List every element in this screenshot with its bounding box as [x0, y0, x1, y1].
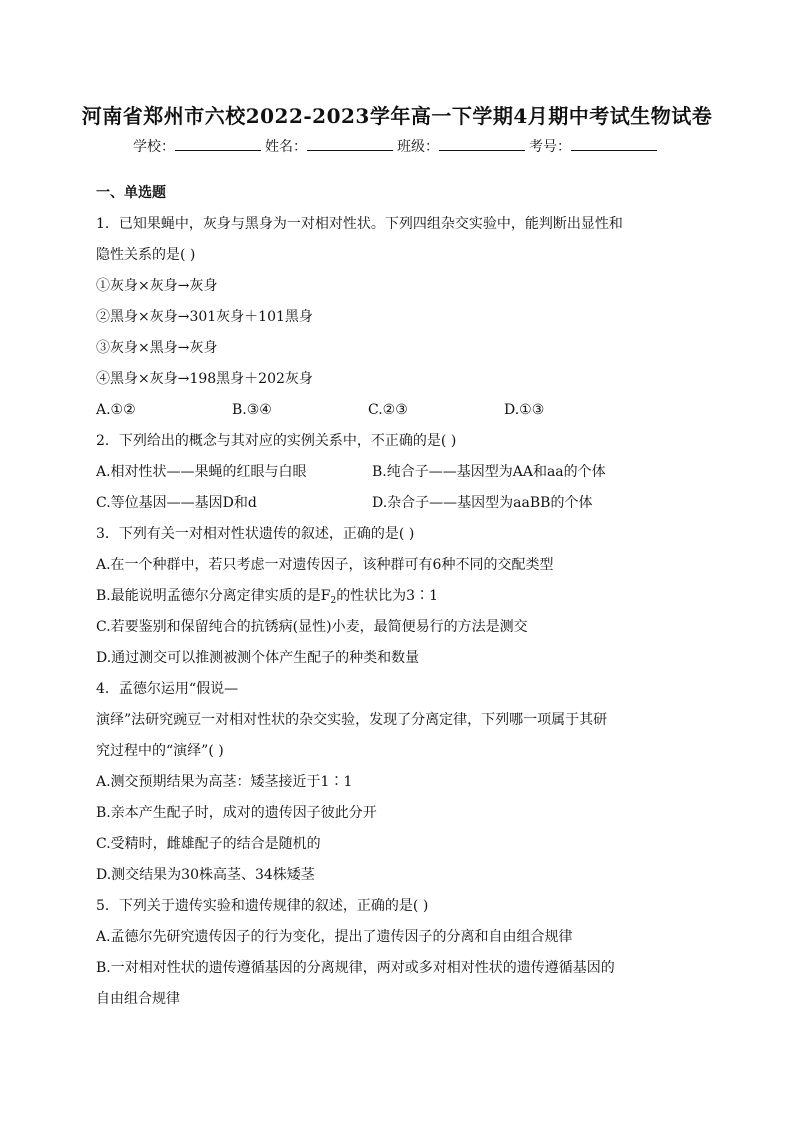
q2-option-c: C.等位基因——基因D和d — [96, 495, 257, 511]
q2-option-d: D.杂合子——基因型为aaBB的个体 — [372, 495, 593, 511]
q1-item-3: ③灰身×黑身→灰身 — [96, 340, 218, 356]
q2-options-row-1 — [96, 457, 702, 488]
q4-stem-line-1: 4．孟德尔运用“假说— — [96, 681, 239, 697]
q1-item-2: ②黑身×灰身→301灰身＋101黑身 — [96, 309, 313, 325]
q3-option-b — [96, 581, 702, 612]
q2-options-row-2 — [96, 488, 702, 519]
section-heading: 一、单选题 — [96, 185, 166, 201]
q5-option-a: A.孟德尔先研究遗传因子的行为变化，提出了遗传因子的分离和自由组合规律 — [96, 929, 573, 945]
q1-option-d: D.①③ — [504, 402, 545, 418]
q1-options — [96, 395, 702, 426]
number-blank — [571, 136, 657, 151]
q1-option-a: A.①② — [96, 402, 136, 418]
q1-stem-line-1: 1．已知果蝇中，灰身与黑身为一对相对性状。下列四组杂交实验中，能判断出显性和 — [96, 216, 623, 232]
exam-content — [96, 178, 702, 1015]
q4-option-d: D.测交结果为30株高茎、34株矮茎 — [96, 867, 315, 883]
q3-option-a: A.在一个种群中，若只考虑一对遗传因子，该种群可有6种不同的交配类型 — [96, 557, 554, 573]
q3-option-c: C.若要鉴别和保留纯合的抗锈病(显性)小麦，最简便易行的方法是测交 — [96, 619, 528, 635]
q2-option-b: B.纯合子——基因型为AA和aa的个体 — [372, 464, 606, 480]
q3-stem: 3．下列有关一对相对性状遗传的叙述，正确的是( ) — [96, 526, 415, 542]
q1-item-4: ④黑身×灰身→198黑身＋202灰身 — [96, 371, 313, 387]
q3-option-d: D.通过测交可以推测被测个体产生配子的种类和数量 — [96, 650, 420, 666]
q5-stem: 5．下列关于遗传实验和遗传规律的叙述，正确的是( ) — [96, 898, 429, 914]
q3-option-b-text-end: 的性状比为3∶1 — [336, 588, 439, 604]
q1-item-1: ①灰身×灰身→灰身 — [96, 278, 218, 294]
name-blank — [307, 136, 393, 151]
number-label: 考号： — [529, 139, 571, 155]
q1-option-b: B.③④ — [232, 402, 272, 418]
q4-option-a: A.测交预期结果为高茎：矮茎接近于1∶1 — [96, 774, 353, 790]
student-info-line — [0, 136, 794, 156]
q2-option-a: A.相对性状——果蝇的红眼与白眼 — [96, 464, 307, 480]
q4-option-b: B.亲本产生配子时，成对的遗传因子彼此分开 — [96, 805, 377, 821]
name-label: 姓名： — [265, 139, 307, 155]
class-blank — [439, 136, 525, 151]
q3-option-b-text: B.最能说明孟德尔分离定律实质的是F — [96, 588, 331, 604]
q5-option-b-line-2: 自由组合规律 — [96, 991, 180, 1007]
q3-option-b-subscript: 2 — [330, 596, 337, 606]
q4-stem-line-3: 究过程中的“演绎”( ) — [96, 743, 224, 759]
q2-stem: 2．下列给出的概念与其对应的实例关系中，不正确的是( ) — [96, 433, 457, 449]
q4-option-c: C.受精时，雌雄配子的结合是随机的 — [96, 836, 321, 852]
class-label: 班级： — [397, 139, 439, 155]
school-blank — [175, 136, 261, 151]
q4-stem-line-2: 演绎”法研究豌豆一对相对性状的杂交实验，发现了分离定律，下列哪一项属于其研 — [96, 712, 608, 728]
q5-option-b-line-1: B.一对相对性状的遗传遵循基因的分离规律，两对或多对相对性状的遗传遵循基因的 — [96, 960, 615, 976]
q1-option-c: C.②③ — [368, 402, 408, 418]
school-label: 学校： — [133, 139, 175, 155]
exam-title: 河南省郑州市六校2022-2023学年高一下学期4月期中考试生物试卷 — [81, 104, 713, 128]
q1-stem-line-2: 隐性关系的是( ) — [96, 247, 196, 263]
